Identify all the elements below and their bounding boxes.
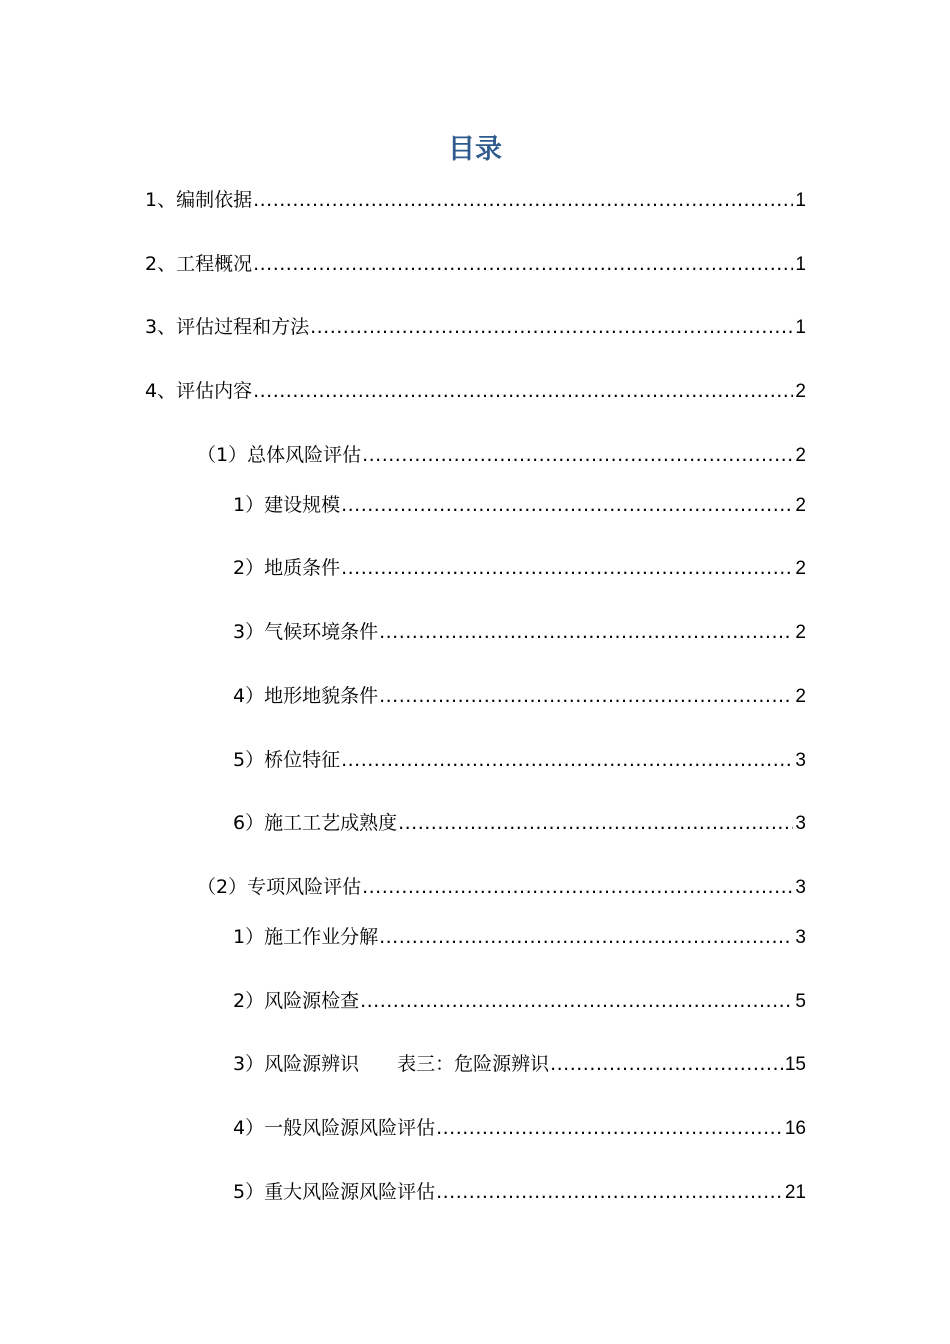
toc-page-number: 21 xyxy=(784,1182,806,1203)
toc-page-number: 16 xyxy=(784,1118,806,1139)
toc-entry-text: 3、评估过程和方法 xyxy=(145,316,310,338)
toc-entry-1[interactable] xyxy=(145,186,806,215)
toc-leader-dots xyxy=(379,923,793,951)
toc-entry-4-1-2[interactable] xyxy=(233,554,806,583)
toc-leader-dots xyxy=(360,987,793,1015)
toc-entry-4-1-1[interactable] xyxy=(233,491,806,520)
toc-entry-text: 5）重大风险源风险评估 xyxy=(233,1181,436,1203)
toc-leader-dots xyxy=(341,746,793,774)
toc-leader-dots xyxy=(379,618,793,646)
toc-leader-dots xyxy=(436,1114,783,1142)
toc-page-number: 2 xyxy=(795,495,806,516)
toc-entry-text: 1）施工作业分解 xyxy=(233,926,379,948)
toc-entry-text: 2、工程概况 xyxy=(145,253,253,275)
toc-entry-4-2-3[interactable] xyxy=(233,1050,806,1079)
toc-leader-dots xyxy=(436,1178,783,1206)
toc-entry-text: 1）建设规模 xyxy=(233,494,341,516)
toc-leader-dots xyxy=(253,186,793,214)
toc-entry-4-1-4[interactable] xyxy=(233,682,806,711)
toc-entry-text: （1）总体风险评估 xyxy=(197,444,362,466)
toc-entry-text: 3）风险源辨识 表三：危险源辨识 xyxy=(233,1053,550,1075)
toc-page-number: 1 xyxy=(795,190,806,211)
toc-entry-text: 1、编制依据 xyxy=(145,189,253,211)
toc-page-number: 1 xyxy=(795,317,806,338)
toc-entry-text: 2）地质条件 xyxy=(233,557,341,579)
toc-page-number: 2 xyxy=(795,558,806,579)
toc-page-number: 5 xyxy=(795,991,806,1012)
toc-leader-dots xyxy=(310,313,793,341)
toc-leader-dots xyxy=(362,441,793,469)
page-title: 目录 xyxy=(448,134,502,165)
toc-leader-dots xyxy=(341,491,793,519)
toc-entry-text: 6）施工工艺成熟度 xyxy=(233,812,398,834)
toc-entry-3[interactable] xyxy=(145,313,806,342)
toc-entry-text: 4、评估内容 xyxy=(145,380,253,402)
toc-entry-4-2-5[interactable] xyxy=(233,1178,806,1207)
toc-entry-4[interactable] xyxy=(145,377,806,406)
toc-page-number: 3 xyxy=(795,927,806,948)
toc-entry-4-2-4[interactable] xyxy=(233,1114,806,1143)
toc-page-number: 2 xyxy=(795,622,806,643)
toc-entry-4-2-1[interactable] xyxy=(233,923,806,952)
toc-leader-dots xyxy=(398,809,793,837)
toc-page-number: 3 xyxy=(795,877,806,898)
toc-page-number: 2 xyxy=(795,381,806,402)
toc-page-number: 3 xyxy=(795,813,806,834)
toc-entry-4-2[interactable] xyxy=(197,873,806,902)
toc-leader-dots xyxy=(379,682,793,710)
toc-entry-4-1-6[interactable] xyxy=(233,809,806,838)
toc-page-number: 15 xyxy=(784,1054,806,1075)
toc-leader-dots xyxy=(341,554,793,582)
toc-leader-dots xyxy=(253,377,793,405)
toc-page-number: 1 xyxy=(795,254,806,275)
toc-page-number: 3 xyxy=(795,750,806,771)
toc-leader-dots xyxy=(362,873,793,901)
toc-entry-text: 2）风险源检查 xyxy=(233,990,360,1012)
toc-entry-text: 5）桥位特征 xyxy=(233,749,341,771)
toc-entry-4-1[interactable] xyxy=(197,441,806,470)
toc-entry-text: 4）地形地貌条件 xyxy=(233,685,379,707)
toc-entry-4-2-2[interactable] xyxy=(233,987,806,1016)
toc-page-number: 2 xyxy=(795,445,806,466)
toc-page-number: 2 xyxy=(795,686,806,707)
toc-entry-2[interactable] xyxy=(145,250,806,279)
toc-entry-4-1-3[interactable] xyxy=(233,618,806,647)
toc-entry-text: 3）气候环境条件 xyxy=(233,621,379,643)
toc-leader-dots xyxy=(550,1050,783,1078)
toc-entry-text: （2）专项风险评估 xyxy=(197,876,362,898)
toc-entry-text: 4）一般风险源风险评估 xyxy=(233,1117,436,1139)
toc-leader-dots xyxy=(253,250,793,278)
toc-entry-4-1-5[interactable] xyxy=(233,746,806,775)
